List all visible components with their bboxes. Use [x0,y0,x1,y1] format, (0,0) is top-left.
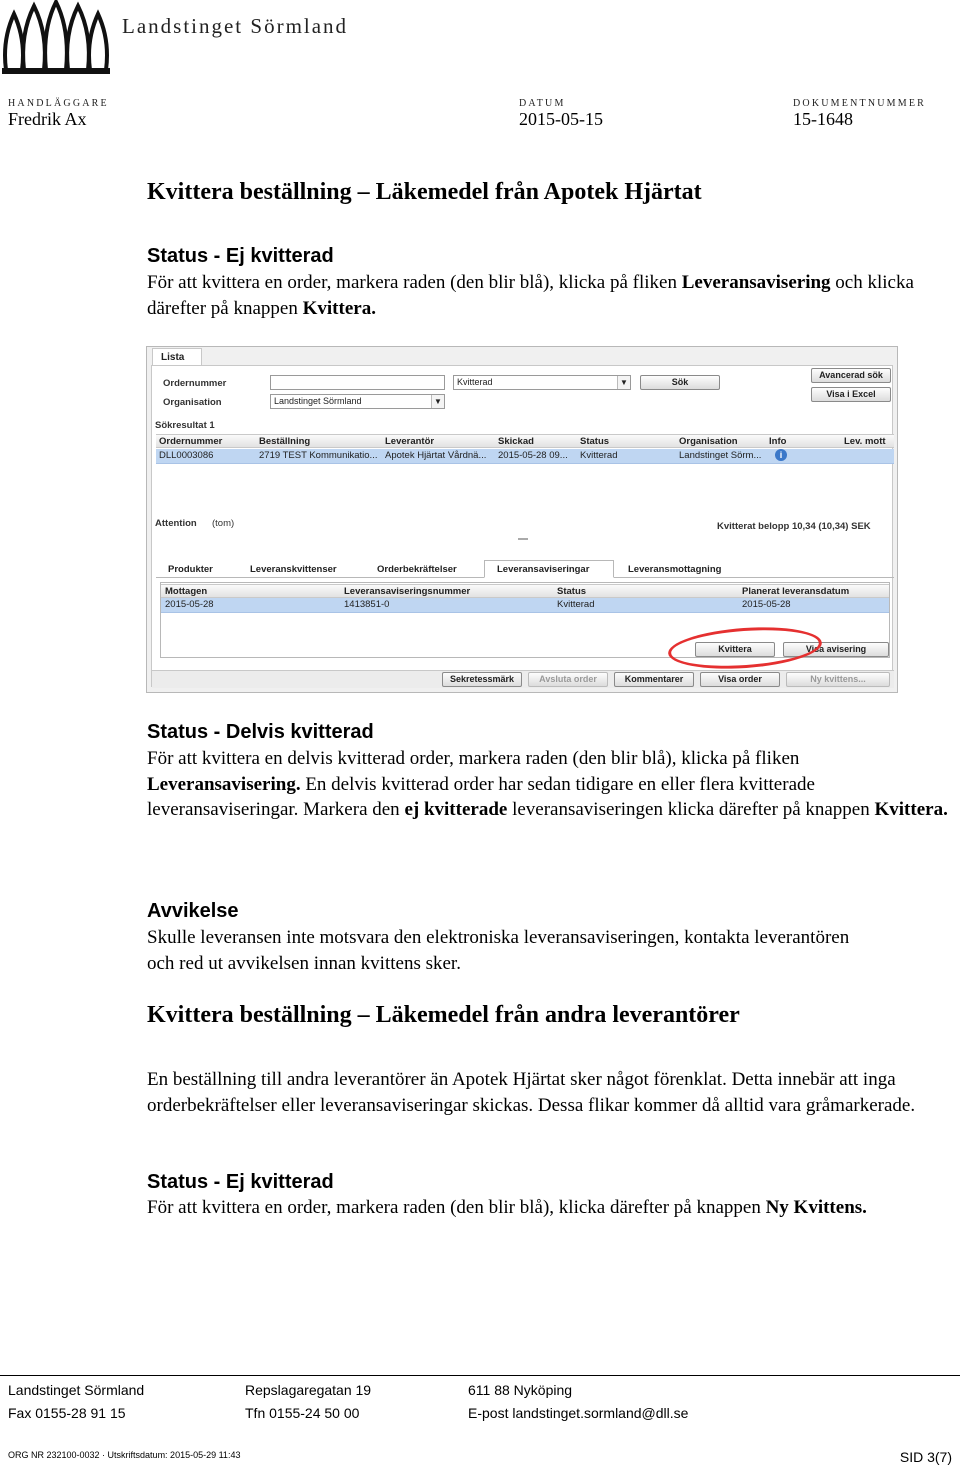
kommentarer-button[interactable]: Kommentarer [614,672,694,687]
action-bar [152,670,894,688]
footer-page-number: SID 3(7) [899,1449,952,1465]
org-name: Landstinget Sörmland [122,14,349,38]
tab-leveransmottagning[interactable]: Leveransmottagning [628,564,722,575]
splitter-handle[interactable] [518,538,528,540]
col-planerat-leveransdatum[interactable]: Planerat leveransdatum [742,586,850,597]
datum-label: DATUM [519,98,566,109]
col-info[interactable]: Info [769,436,787,447]
table-row[interactable]: DLL0003086 2719 TEST Kommunikatio... Apotek Hjärtat Vårdnä... 2015-05-28 09... Kvitterad Landstinget Sörm... i [156,449,894,464]
heading-andra-leverantorer: Kvittera beställning – Läkemedel från andra leverantörer [147,1002,740,1028]
visa-order-button[interactable]: Visa order [700,672,780,687]
handlaggare-label: HANDLÄGGARE [8,98,109,109]
visa-avisering-button[interactable]: Visa avisering [783,642,889,657]
result-grid-header [156,434,894,448]
attention-label: Attention [155,518,197,529]
avancerad-sok-button[interactable]: Avancerad sök [811,368,891,383]
footer-email: E-post landstinget.sormland@dll.se [468,1405,689,1421]
organisation-select[interactable]: Landstinget Sörmland ▼ [270,394,445,409]
col-avisering-status[interactable]: Status [557,586,587,597]
kvitterat-belopp: Kvitterat belopp 10,34 (10,34) SEK [717,521,871,532]
footer-divider [0,1375,960,1376]
paragraph-delvis-kvitterad: För att kvittera en delvis kvitterad order, markera raden (den blir blå), klicka på fliken Leveransavisering. En delvis kvitterad order har sedan tidigare en eller flera kvitterade leveransaviseringar. Markera den ej kvitterade leveransaviseringen klicka därefter på knappen Kvittera. [147,748,948,821]
dokumentnummer-label: DOKUMENTNUMMER [793,98,927,109]
col-status[interactable]: Status [580,436,610,447]
attention-value: (tom) [212,518,235,529]
col-leverantor[interactable]: Leverantör [385,436,435,447]
landstinget-logo [0,0,112,76]
col-bestallning[interactable]: Beställning [259,436,311,447]
tab-leveranskvittenser[interactable]: Leveranskvittenser [250,564,337,575]
status-delvis-kvitterad-title: Status - Delvis kvitterad [147,721,374,743]
footer-org: Landstinget Sörmland [8,1382,145,1398]
paragraph-avvikelse: Skulle leveransen inte motsvara den elektroniska leveransaviseringen, kontakta leverantören och red ut avvikelsen innan kvittens sker. [147,927,850,974]
avvikelse-title: Avvikelse [147,900,239,922]
sekretessmark-button[interactable]: Sekretessmärk [442,672,522,687]
ordernummer-input[interactable] [270,375,445,390]
col-mottagen[interactable]: Mottagen [165,586,208,597]
datum-value: 2015-05-15 [519,109,603,129]
dokumentnummer-value: 15-1648 [793,109,853,129]
status-ej-kvitterad-title-2: Status - Ej kvitterad [147,1171,334,1193]
paragraph-ej-kvitterad-2: För att kvittera en order, markera raden (den blir blå), klicka därefter på knappen Ny Kvittens. [147,1197,867,1218]
col-ordernummer[interactable]: Ordernummer [159,436,223,447]
avsluta-order-button[interactable]: Avsluta order [528,672,608,687]
col-lev-mott[interactable]: Lev. mott [844,436,886,447]
status-select[interactable]: Kvitterad ▼ [453,375,631,390]
tab-lista[interactable]: Lista [152,348,202,366]
col-skickad[interactable]: Skickad [498,436,534,447]
sokresultat-label: Sökresultat 1 [155,420,215,431]
tab-produkter[interactable]: Produkter [168,564,213,575]
paragraph-andra-leverantorer: En beställning till andra leverantörer än Apotek Hjärtat sker något förenklat. Detta innebär att inga orderbekräftelser eller leveransaviseringar skickas. Dessa flikar kommer då alltid vara gråmarkerade. [147,1069,916,1116]
list-panel [151,365,893,687]
chevron-down-icon: ▼ [617,376,630,389]
footer-fax: Fax 0155-28 91 15 [8,1405,126,1421]
avisering-grid-header [161,584,889,598]
visa-i-excel-button[interactable]: Visa i Excel [811,387,891,402]
chevron-down-icon: ▼ [431,395,444,408]
handlaggare-value: Fredrik Ax [8,109,87,129]
sok-button[interactable]: Sök [640,375,720,390]
footer-postal: 611 88 Nyköping [468,1382,573,1398]
info-icon[interactable]: i [775,449,787,461]
footer-address: Repslagaregatan 19 [245,1382,372,1398]
screenshot-order-list [146,346,898,693]
tab-orderbekraftelser[interactable]: Orderbekräftelser [377,564,457,575]
table-row[interactable]: 2015-05-28 1413851-0 Kvitterad 2015-05-28 [161,598,889,613]
detail-tabs [156,562,894,578]
footer-phone: Tfn 0155-24 50 00 [245,1405,360,1421]
status-ej-kvitterad-title: Status - Ej kvitterad [147,245,334,267]
tab-leveransaviseringar[interactable]: Leveransaviseringar [497,564,590,575]
heading-apotek-hjartat: Kvittera beställning – Läkemedel från Apotek Hjärtat [147,179,702,205]
organisation-label: Organisation [163,397,222,408]
paragraph-ej-kvitterad: För att kvittera en order, markera raden (den blir blå), klicka på fliken Leveransavisering och klicka därefter på knappen Kvittera. [147,272,914,319]
col-leveransaviseringsnummer[interactable]: Leveransaviseringsnummer [344,586,471,597]
kvittera-button[interactable]: Kvittera [695,642,775,657]
ordernummer-label: Ordernummer [163,378,227,389]
footer-org-nr: ORG NR 232100-0032 · Utskriftsdatum: 2015-05-29 11:43 [8,1450,241,1460]
ny-kvittens-button[interactable]: Ny kvittens... [786,672,890,687]
col-organisation[interactable]: Organisation [679,436,738,447]
